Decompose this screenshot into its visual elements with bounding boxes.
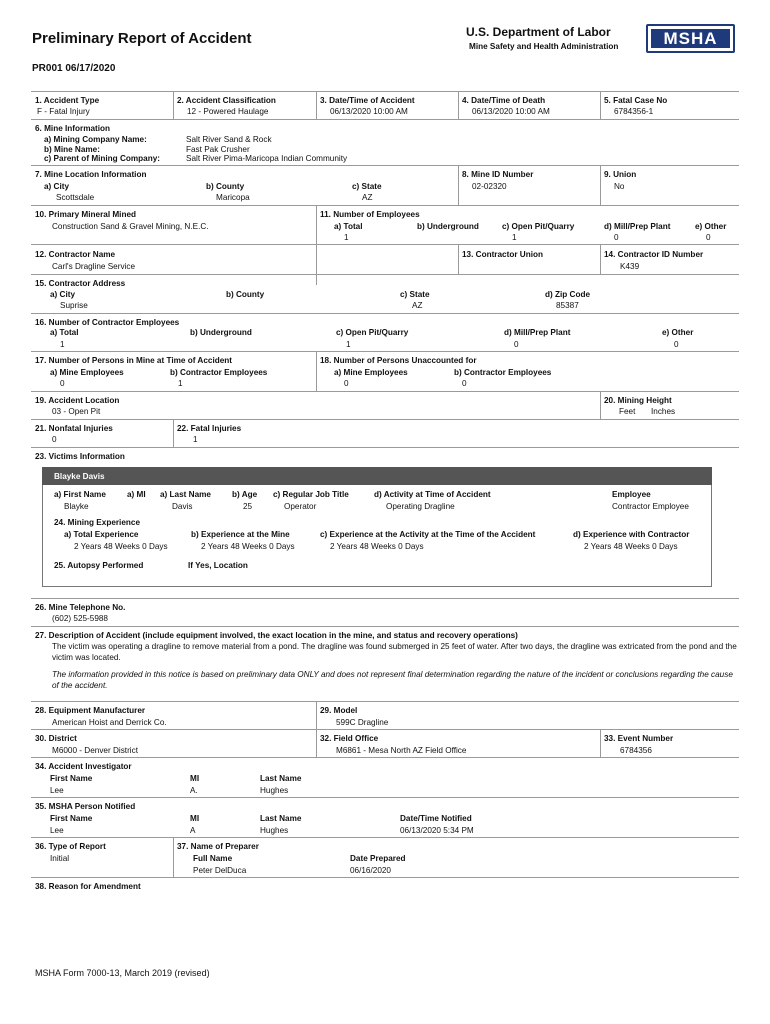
msha-logo-text: MSHA: [651, 29, 730, 48]
company-name-label: a) Mining Company Name:: [44, 135, 147, 144]
victim-age-label: b) Age: [232, 490, 258, 499]
victim-first-label: a) First Name: [54, 490, 106, 499]
contractor-zip-value: 85387: [556, 301, 579, 310]
parent-company-value: Salt River Pima-Maricopa Indian Community: [186, 154, 348, 163]
ce-other-value: 0: [674, 340, 679, 349]
contractor-name-value: Carl's Dragline Service: [52, 262, 136, 271]
employees-openpit-value: 1: [512, 233, 517, 242]
not-first-value: Lee: [50, 826, 64, 835]
ce-total-value: 1: [60, 340, 65, 349]
employees-total-value: 1: [344, 233, 349, 242]
mine-id-label: 8. Mine ID Number: [462, 170, 534, 179]
fatal-case-label: 5. Fatal Case No: [604, 96, 668, 105]
mine-id-value: 02-02320: [472, 182, 507, 191]
mine-name-value: Fast Pak Crusher: [186, 145, 250, 154]
accident-datetime-value: 06/13/2020 10:00 AM: [330, 107, 408, 116]
employees-mill-label: d) Mill/Prep Plant: [604, 222, 671, 231]
ce-openpit-label: c) Open Pit/Quarry: [336, 328, 409, 337]
not-datetime-value: 06/13/2020 5:34 PM: [400, 826, 474, 835]
description-text: The victim was operating a dragline to remove material from a pond. The dragline was found submerged in 25 feet of water. After two days, the dragline was extricated from the pond and the victim was located.: [52, 642, 737, 662]
report-id: PR001 06/17/2020: [32, 63, 116, 74]
contractor-address-label: 15. Contractor Address: [35, 279, 126, 288]
mineral-value: Construction Sand & Gravel Mining, N.E.C.: [52, 222, 209, 231]
employees-mill-value: 0: [614, 233, 619, 242]
exp-contractor-value: 2 Years 48 Weeks 0 Days: [584, 542, 678, 551]
ce-other-label: e) Other: [662, 328, 694, 337]
notified-label: 35. MSHA Person Notified: [35, 802, 136, 811]
death-datetime-label: 4. Date/Time of Death: [462, 96, 546, 105]
employees-label: 11. Number of Employees: [320, 210, 420, 219]
persons-in-mine-label: 17. Number of Persons in Mine at Time of Accident: [35, 356, 232, 365]
disclaimer-text: The information provided in this notice is based on preliminary data ONLY and does not represent final determination regarding the nature of the incident or conclusions regarding the cause of the accident.: [52, 670, 733, 690]
contractor-zip-label: d) Zip Code: [545, 290, 591, 299]
mine-location-label: 7. Mine Location Information: [35, 170, 147, 179]
date-prepared-value: 06/16/2020: [350, 866, 391, 875]
nonfatal-label: 21. Nonfatal Injuries: [35, 424, 113, 433]
contractor-id-label: 14. Contractor ID Number: [604, 250, 704, 259]
death-datetime-value: 06/13/2020 10:00 AM: [472, 107, 550, 116]
exp-activity-value: 2 Years 48 Weeks 0 Days: [330, 542, 424, 551]
fatal-value: 1: [193, 435, 198, 444]
exp-mine-label: b) Experience at the Mine: [191, 530, 290, 539]
contractor-county-label: b) County: [226, 290, 265, 299]
ce-underground-label: b) Underground: [190, 328, 252, 337]
not-last-label: Last Name: [260, 814, 302, 823]
nonfatal-value: 0: [52, 435, 57, 444]
unacc-mine-emp-label: a) Mine Employees: [334, 368, 408, 377]
preparer-fullname-label: Full Name: [193, 854, 233, 863]
employees-openpit-label: c) Open Pit/Quarry: [502, 222, 575, 231]
experience-label: 24. Mining Experience: [54, 518, 140, 527]
unacc-mine-emp-value: 0: [344, 379, 349, 388]
contractor-id-value: K439: [620, 262, 640, 271]
contractor-state-label: c) State: [400, 290, 430, 299]
autopsy-location-label: If Yes, Location: [188, 561, 248, 570]
district-label: 30. District: [35, 734, 77, 743]
report-type-value: Initial: [50, 854, 70, 863]
mineral-label: 10. Primary Mineral Mined: [35, 210, 137, 219]
parent-company-label: c) Parent of Mining Company:: [44, 154, 160, 163]
victim-employee-value: Contractor Employee: [612, 502, 689, 511]
investigator-label: 34. Accident Investigator: [35, 762, 132, 771]
preparer-label: 37. Name of Preparer: [177, 842, 259, 851]
fatal-case-value: 6784356-1: [614, 107, 654, 116]
union-label: 9. Union: [604, 170, 637, 179]
exp-mine-value: 2 Years 48 Weeks 0 Days: [201, 542, 295, 551]
accident-type-value: F - Fatal Injury: [37, 107, 90, 116]
preparer-fullname-value: Peter DelDuca: [193, 866, 247, 875]
company-name-value: Salt River Sand & Rock: [186, 135, 272, 144]
city-value: Scottsdale: [56, 193, 95, 202]
victim-name-bar: [42, 467, 712, 485]
exp-contractor-label: d) Experience with Contractor: [573, 530, 690, 539]
contractor-city-value: Suprise: [60, 301, 88, 310]
contractor-employees-label: 16. Number of Contractor Employees: [35, 318, 180, 327]
field-office-label: 32. Field Office: [320, 734, 379, 743]
autopsy-label: 25. Autopsy Performed: [54, 561, 144, 570]
county-label: b) County: [206, 182, 245, 191]
state-value: AZ: [362, 193, 373, 202]
victim-mi-label: a) MI: [127, 490, 146, 499]
victim-last-value: Davis: [172, 502, 193, 511]
employees-underground-label: b) Underground: [417, 222, 479, 231]
not-first-label: First Name: [50, 814, 93, 823]
employees-other-label: e) Other: [695, 222, 727, 231]
mine-name-label: b) Mine Name:: [44, 145, 100, 154]
victim-age-value: 25: [243, 502, 253, 511]
contractor-city-label: a) City: [50, 290, 76, 299]
ce-total-label: a) Total: [50, 328, 79, 337]
department-name: U.S. Department of Labor: [466, 25, 611, 39]
accident-datetime-label: 3. Date/Time of Accident: [320, 96, 415, 105]
victim-activity-label: d) Activity at Time of Accident: [374, 490, 491, 499]
unaccounted-label: 18. Number of Persons Unaccounted for: [320, 356, 477, 365]
event-number-label: 33. Event Number: [604, 734, 674, 743]
inv-first-value: Lee: [50, 786, 64, 795]
mining-height-inches: Inches: [651, 407, 676, 416]
employees-total-label: a) Total: [334, 222, 363, 231]
pim-contr-emp-value: 1: [178, 379, 183, 388]
form-footer: MSHA Form 7000-13, March 2019 (revised): [35, 968, 210, 978]
not-mi-label: MI: [190, 814, 200, 823]
mine-phone-value: (602) 525-5988: [52, 614, 108, 623]
victim-activity-value: Operating Dragline: [386, 502, 455, 511]
ce-mill-label: d) Mill/Prep Plant: [504, 328, 571, 337]
not-mi-value: A: [190, 826, 196, 835]
state-label: c) State: [352, 182, 382, 191]
contractor-name-label: 12. Contractor Name: [35, 250, 116, 259]
accident-location-value: 03 - Open Pit: [52, 407, 101, 416]
inv-last-value: Hughes: [260, 786, 289, 795]
union-value: No: [614, 182, 625, 191]
exp-total-value: 2 Years 48 Weeks 0 Days: [74, 542, 168, 551]
not-datetime-label: Date/Time Notified: [400, 814, 472, 823]
field-office-value: M6861 - Mesa North AZ Field Office: [336, 746, 467, 755]
exp-activity-label: c) Experience at the Activity at the Time of the Accident: [320, 530, 536, 539]
inv-mi-value: A.: [190, 786, 198, 795]
victims-label: 23. Victims Information: [35, 452, 125, 461]
inv-last-label: Last Name: [260, 774, 302, 783]
ce-mill-value: 0: [514, 340, 519, 349]
contractor-union-label: 13. Contractor Union: [462, 250, 543, 259]
not-last-value: Hughes: [260, 826, 289, 835]
victim-last-label: a) Last Name: [160, 490, 211, 499]
unacc-contr-emp-value: 0: [462, 379, 467, 388]
mine-info-label: 6. Mine Information: [35, 124, 111, 133]
exp-total-label: a) Total Experience: [64, 530, 139, 539]
mining-height-feet: Feet: [619, 407, 636, 416]
accident-type-label: 1. Accident Type: [35, 96, 100, 105]
amendment-label: 38. Reason for Amendment: [35, 882, 141, 891]
accident-class-value: 12 - Powered Haulage: [187, 107, 269, 116]
victim-first-value: Blayke: [64, 502, 89, 511]
unacc-contr-emp-label: b) Contractor Employees: [454, 368, 552, 377]
victim-job-label: c) Regular Job Title: [273, 490, 349, 499]
manufacturer-value: American Hoist and Derrick Co.: [52, 718, 167, 727]
fatal-label: 22. Fatal Injuries: [177, 424, 242, 433]
employees-other-value: 0: [706, 233, 711, 242]
city-label: a) City: [44, 182, 70, 191]
mine-phone-label: 26. Mine Telephone No.: [35, 603, 126, 612]
contractor-state-value: AZ: [412, 301, 423, 310]
victim-employee-label: Employee: [612, 490, 651, 499]
msha-logo: [646, 24, 735, 53]
accident-location-label: 19. Accident Location: [35, 396, 120, 405]
inv-mi-label: MI: [190, 774, 200, 783]
district-value: M6000 - Denver District: [52, 746, 138, 755]
page-title: Preliminary Report of Accident: [32, 30, 252, 47]
report-type-label: 36. Type of Report: [35, 842, 106, 851]
model-label: 29. Model: [320, 706, 358, 715]
victim-job-value: Operator: [284, 502, 317, 511]
agency-name: Mine Safety and Health Administration: [469, 42, 619, 51]
pim-mine-emp-label: a) Mine Employees: [50, 368, 124, 377]
inv-first-label: First Name: [50, 774, 93, 783]
date-prepared-label: Date Prepared: [350, 854, 406, 863]
mining-height-label: 20. Mining Height: [604, 396, 672, 405]
ce-openpit-value: 1: [346, 340, 351, 349]
victim-name-bar-text: Blayke Davis: [54, 472, 105, 481]
manufacturer-label: 28. Equipment Manufacturer: [35, 706, 146, 715]
accident-class-label: 2. Accident Classification: [177, 96, 276, 105]
description-label: 27. Description of Accident (include equipment involved, the exact location in the mine, and status and recovery operations): [35, 631, 518, 640]
event-number-value: 6784356: [620, 746, 652, 755]
model-value: 599C Dragline: [336, 718, 389, 727]
pim-mine-emp-value: 0: [60, 379, 65, 388]
county-value: Maricopa: [216, 193, 250, 202]
pim-contr-emp-label: b) Contractor Employees: [170, 368, 268, 377]
